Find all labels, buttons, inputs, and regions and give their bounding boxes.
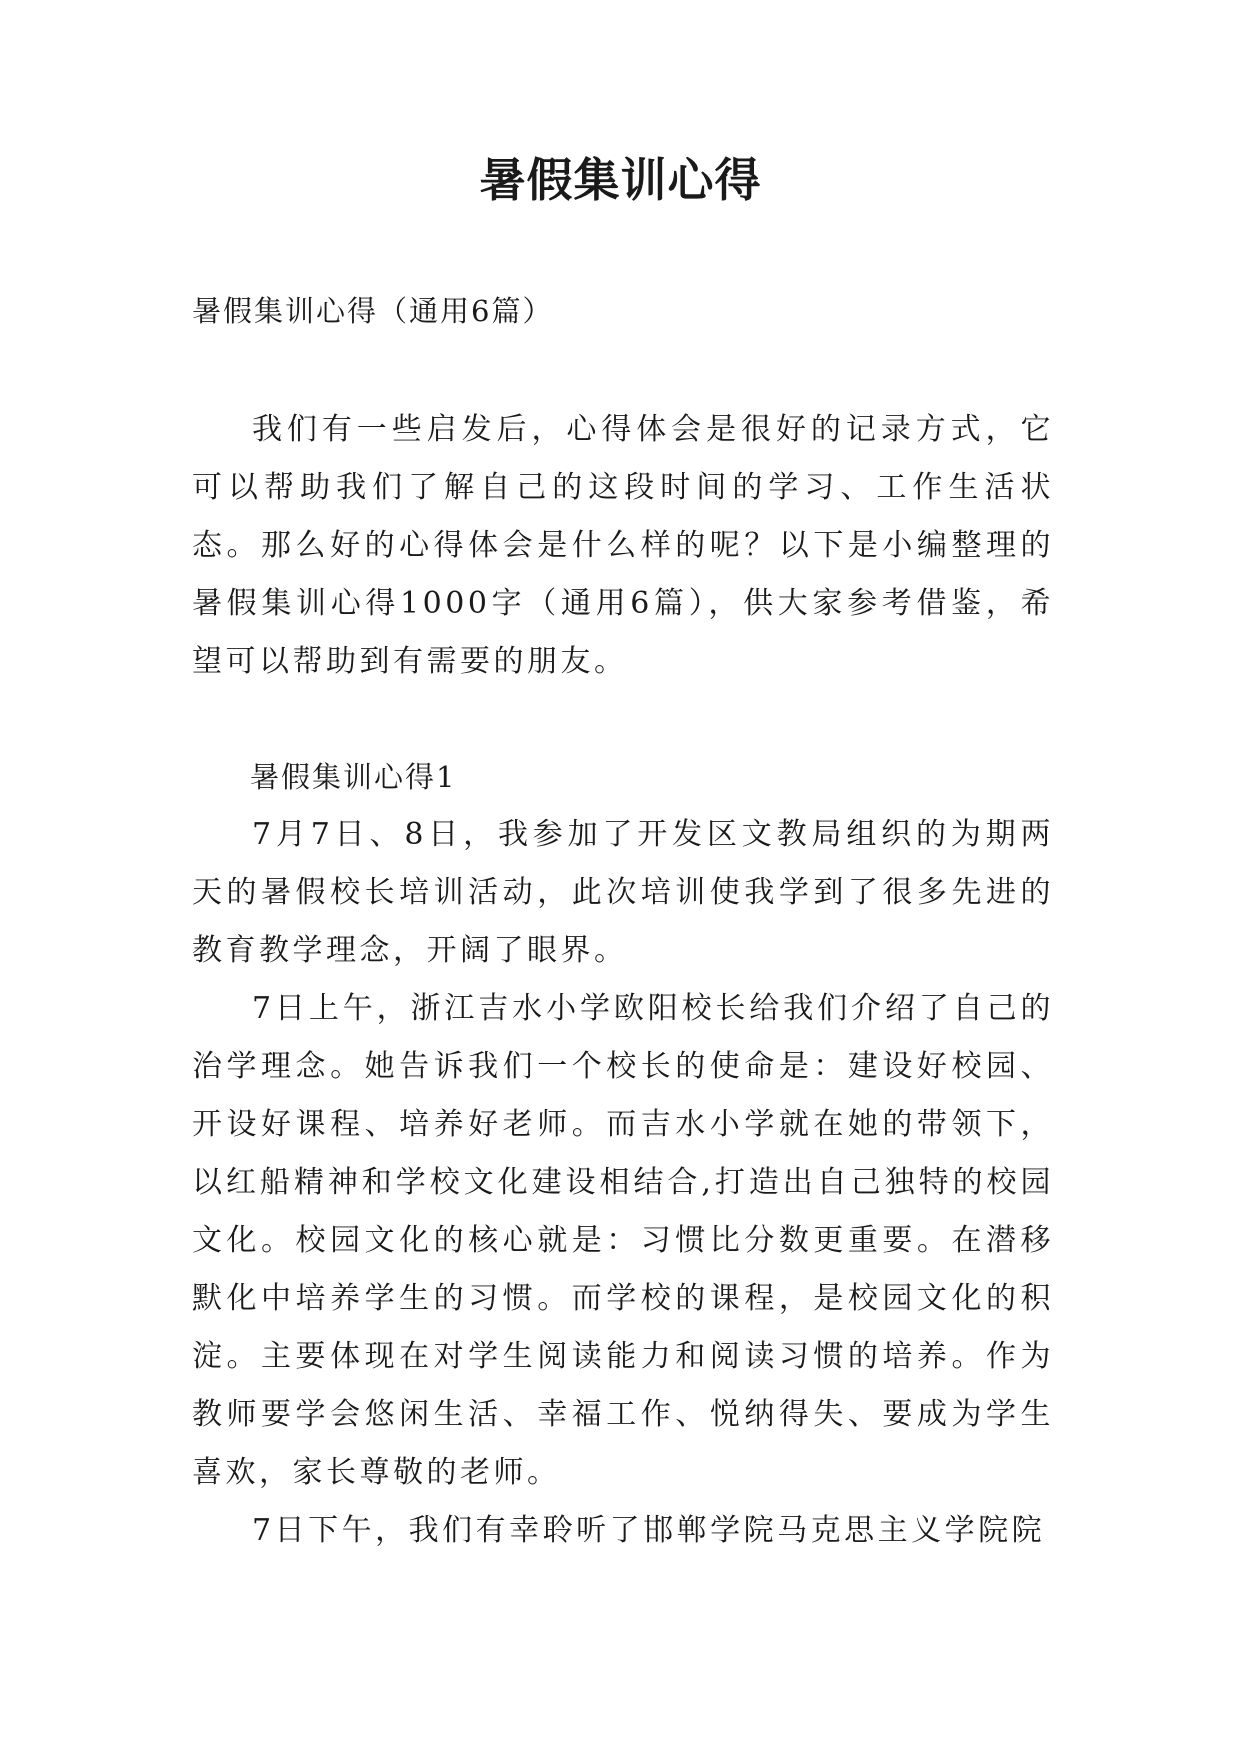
body-paragraph: 7日上午，浙江吉水小学欧阳校长给我们介绍了自己的治学理念。她告诉我们一个校长的使命是：建设好校园、开设好课程、培养好老师。而吉水小学就在她的带领下，以红船精神和学校文化建设相结合,打造出自己独特的校园文化。校园文化的核心就是：习惯比分数更重要。在潜移默化中培养学生的习惯。而学校的课程，是校园文化的积淀。主要体现在对学生阅读能力和阅读习惯的培养。作为教师要学会悠闲生活、幸福工作、悦纳得失、要成为学生喜欢，家长尊敬的老师。 xyxy=(192,991,1054,1490)
document-subtitle: 暑假集训心得（通用6篇） xyxy=(192,294,554,328)
document-body xyxy=(192,401,1054,1560)
document-title: 暑假集训心得 xyxy=(479,153,762,207)
section-heading: 暑假集训心得1 xyxy=(250,760,457,794)
body-paragraph: 7月7日、8日，我参加了开发区文教局组织的为期两天的暑假校长培训活动，此次培训使我学到了很多先进的教育教学理念，开阔了眼界。 xyxy=(192,817,1054,968)
body-paragraph: 7日下午，我们有幸聆听了邯郸学院马克思主义学院院 xyxy=(252,1513,1046,1548)
intro-paragraph: 我们有一些启发后，心得体会是很好的记录方式，它可以帮助我们了解自己的这段时间的学习、工作生活状态。那么好的心得体会是什么样的呢？以下是小编整理的暑假集训心得1000字（通用6篇），供大家参考借鉴，希望可以帮助到有需要的朋友。 xyxy=(192,412,1054,679)
